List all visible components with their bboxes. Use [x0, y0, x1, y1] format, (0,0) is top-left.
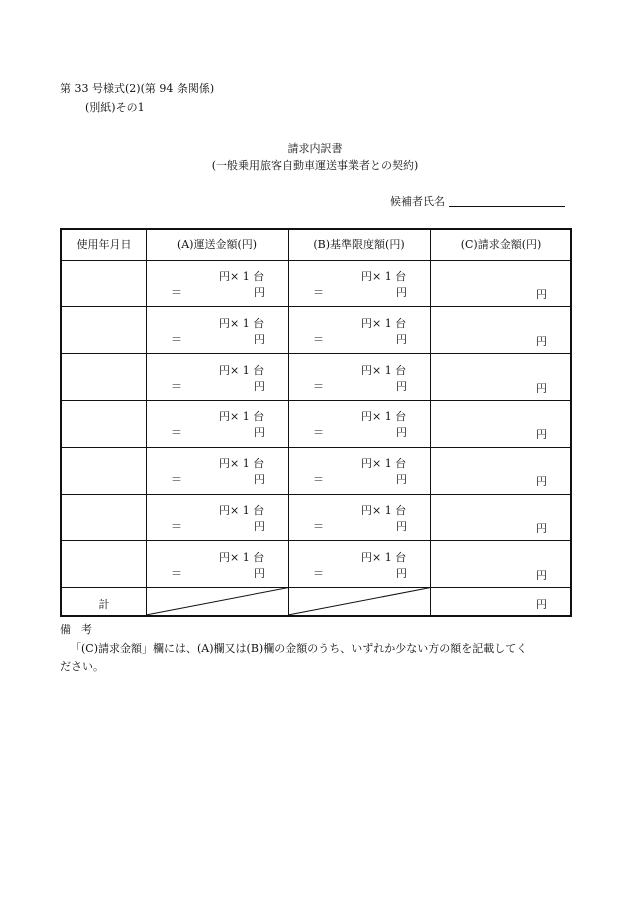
candidate-name-field[interactable]	[449, 206, 565, 207]
limit-equals-sign: ＝	[313, 473, 324, 487]
limit-equals-sign: ＝	[313, 426, 324, 440]
fare-equals-sign: ＝	[171, 520, 182, 533]
limit-unit-line: 円× 1 台	[361, 550, 407, 564]
fare-unit-line: 円× 1 台	[219, 457, 265, 471]
fare-unit-line: 円× 1 台	[219, 316, 265, 330]
form-number: 第 33 号様式(2)(第 94 条関係)	[60, 82, 215, 95]
header-standard-limit: (B)基準限度額(円)	[313, 238, 405, 251]
header-fare-amount: (A)運送金額(円)	[176, 238, 258, 251]
limit-unit-line: 円× 1 台	[361, 316, 407, 330]
fare-unit-line: 円× 1 台	[219, 363, 265, 377]
attachment-label: (別紙)その1	[85, 101, 145, 114]
limit-equals-sign: ＝	[313, 566, 324, 580]
total-claim-yen: 円	[536, 597, 547, 611]
candidate-name-label: 候補者氏名	[390, 195, 445, 208]
limit-equals-sign: ＝	[313, 286, 324, 299]
total-label: 計	[98, 597, 110, 611]
fare-total-yen: 円	[254, 426, 265, 440]
fare-total-yen: 円	[254, 473, 265, 487]
fare-equals-sign: ＝	[171, 286, 182, 299]
claim-amount-yen: 円	[536, 334, 547, 348]
fare-equals-sign: ＝	[171, 426, 182, 440]
header-date: 使用年月日	[76, 238, 132, 251]
limit-total-yen: 円	[396, 379, 407, 393]
limit-unit-line: 円× 1 台	[361, 270, 407, 283]
fare-total-yen: 円	[254, 520, 265, 533]
fare-equals-sign: ＝	[171, 473, 182, 487]
fare-equals-sign: ＝	[171, 566, 182, 580]
claim-breakdown-table	[60, 228, 572, 617]
claim-amount-yen: 円	[536, 475, 547, 489]
header-claim-amount: (C)請求金額(円)	[460, 238, 542, 251]
claim-amount-yen: 円	[536, 381, 547, 395]
limit-total-yen: 円	[396, 286, 407, 299]
limit-unit-line: 円× 1 台	[361, 457, 407, 471]
limit-total-yen: 円	[396, 566, 407, 580]
limit-unit-line: 円× 1 台	[361, 410, 407, 424]
fare-equals-sign: ＝	[171, 379, 182, 393]
total-diagonal-line	[288, 588, 430, 615]
remarks-text-line-1: 「(C)請求金額」欄には、(A)欄又は(B)欄の金額のうち、いずれか少ない方の額を記載してく	[70, 642, 528, 655]
fare-unit-line: 円× 1 台	[219, 410, 265, 424]
limit-equals-sign: ＝	[313, 379, 324, 393]
fare-unit-line: 円× 1 台	[219, 550, 265, 564]
claim-amount-yen: 円	[536, 522, 547, 535]
claim-amount-yen: 円	[536, 288, 547, 301]
remarks-title: 備考	[60, 623, 102, 636]
fare-unit-line: 円× 1 台	[219, 270, 265, 283]
fare-total-yen: 円	[254, 332, 265, 346]
limit-total-yen: 円	[396, 332, 407, 346]
fare-total-yen: 円	[254, 286, 265, 299]
remarks-text-line-2: ださい。	[60, 660, 104, 673]
total-diagonal-line	[146, 588, 288, 615]
total-row-diagonals	[62, 230, 570, 615]
limit-equals-sign: ＝	[313, 520, 324, 533]
fare-unit-line: 円× 1 台	[219, 504, 265, 517]
limit-total-yen: 円	[396, 473, 407, 487]
claim-amount-yen: 円	[536, 428, 547, 442]
document-subtitle: (一般乗用旅客自動車運送事業者との契約)	[211, 159, 419, 172]
fare-total-yen: 円	[254, 379, 265, 393]
limit-total-yen: 円	[396, 520, 407, 533]
document-title: 請求内訳書	[287, 142, 343, 155]
fare-total-yen: 円	[254, 566, 265, 580]
limit-equals-sign: ＝	[313, 332, 324, 346]
claim-amount-yen: 円	[536, 568, 547, 582]
limit-unit-line: 円× 1 台	[361, 363, 407, 377]
limit-total-yen: 円	[396, 426, 407, 440]
limit-unit-line: 円× 1 台	[361, 504, 407, 517]
fare-equals-sign: ＝	[171, 332, 182, 346]
